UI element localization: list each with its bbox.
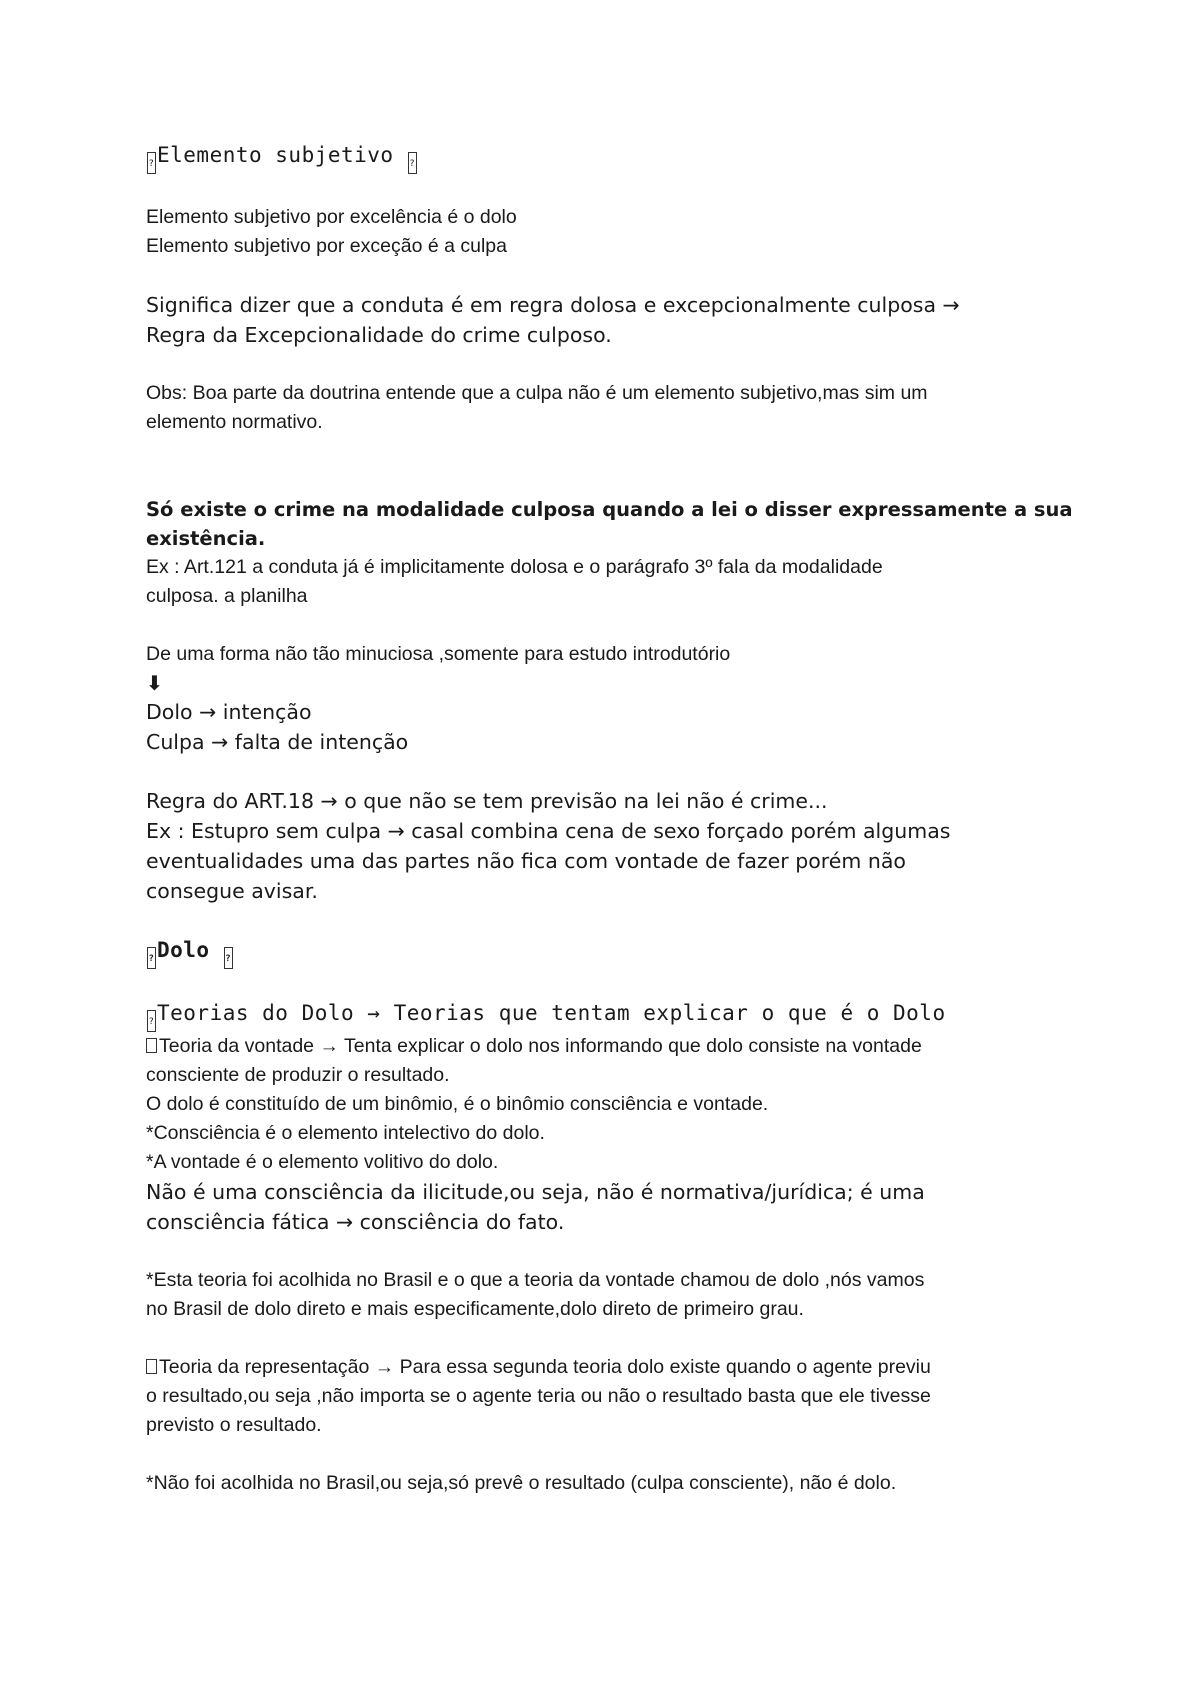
text-line: Não é uma consciência da ilicitude,ou seja, não é normativa/jurídica; é uma — [146, 1180, 925, 1204]
obs-line: elemento normativo. — [146, 411, 323, 433]
text-line: *A vontade é o elemento volitivo do dolo. — [146, 1151, 499, 1173]
text-line: Significa dizer que a conduta é em regra dolosa e excepcionalmente culposa → — [146, 293, 960, 317]
heading-dolo: ? Dolo ? — [146, 935, 1066, 969]
text-line: Regra do ART.18 → o que não se tem previsão na lei não é crime... — [146, 789, 828, 813]
text-line: consciência fática → consciência do fato. — [146, 1210, 565, 1234]
text-line: O dolo é constituído de um binômio, é o binômio consciência e vontade. — [146, 1093, 769, 1115]
missing-glyph-icon: ? — [147, 947, 156, 969]
missing-glyph-icon: ? — [147, 1010, 156, 1032]
text-line: Dolo → intenção — [146, 700, 312, 724]
heading-teorias-do-dolo: ? Teorias do Dolo → Teorias que tentam explicar o que é o Dolo — [146, 998, 1066, 1032]
text-line: *Consciência é o elemento intelectivo do dolo. — [146, 1122, 545, 1144]
missing-glyph-icon: ? — [408, 152, 417, 174]
text-line: consciente de produzir o resultado. — [146, 1064, 450, 1086]
text-line: eventualidades uma das partes não fica com vontade de fazer porém não — [146, 849, 906, 873]
missing-glyph-icon: ? — [224, 947, 233, 969]
down-arrow-icon: ⬇ — [146, 671, 163, 695]
bold-statement: existência. — [146, 527, 266, 550]
text-line: Culpa → falta de intenção — [146, 730, 409, 754]
square-bullet-icon — [146, 1359, 157, 1374]
text-line: *Não foi acolhida no Brasil,ou seja,só prevê o resultado (culpa consciente), não é dolo. — [146, 1472, 897, 1494]
text-line: Regra da Excepcionalidade do crime culposo. — [146, 323, 612, 347]
example-line: culposa. a planilha — [146, 585, 308, 607]
missing-glyph-icon: ? — [147, 152, 156, 174]
square-bullet-icon — [146, 1038, 157, 1053]
obs-line: Obs: Boa parte da doutrina entende que a culpa não é um elemento subjetivo,mas sim um — [146, 382, 928, 404]
text-line: Teoria da representação → Para essa segunda teoria dolo existe quando o agente previu — [146, 1353, 1066, 1382]
example-line: Ex : Art.121 a conduta já é implicitamente dolosa e o parágrafo 3º fala da modalidade — [146, 556, 883, 578]
text-line: *Esta teoria foi acolhida no Brasil e o que a teoria da vontade chamou de dolo ,nós vamos — [146, 1269, 925, 1291]
text-line: Ex : Estupro sem culpa → casal combina cena de sexo forçado porém algumas — [146, 819, 951, 843]
bold-statement: Só existe o crime na modalidade culposa quando a lei o disser expressamente a sua — [146, 498, 1073, 521]
text-line: consegue avisar. — [146, 879, 318, 903]
text-line: De uma forma não tão minuciosa ,somente para estudo introdutório — [146, 643, 731, 665]
document-page — [146, 140, 1073, 1498]
text-line: Elemento subjetivo por exceção é a culpa — [146, 235, 507, 257]
text-line: previsto o resultado. — [146, 1414, 322, 1436]
text-line: o resultado,ou seja ,não importa se o agente teria ou não o resultado basta que ele tivesse — [146, 1385, 931, 1407]
heading-elemento-subjetivo: ? Elemento subjetivo ? — [146, 140, 1066, 174]
text-line: no Brasil de dolo direto e mais especificamente,dolo direto de primeiro grau. — [146, 1298, 804, 1320]
text-line: Elemento subjetivo por excelência é o dolo — [146, 206, 517, 228]
text-line: Teoria da vontade → Tenta explicar o dolo nos informando que dolo consiste na vontade — [146, 1032, 1066, 1061]
